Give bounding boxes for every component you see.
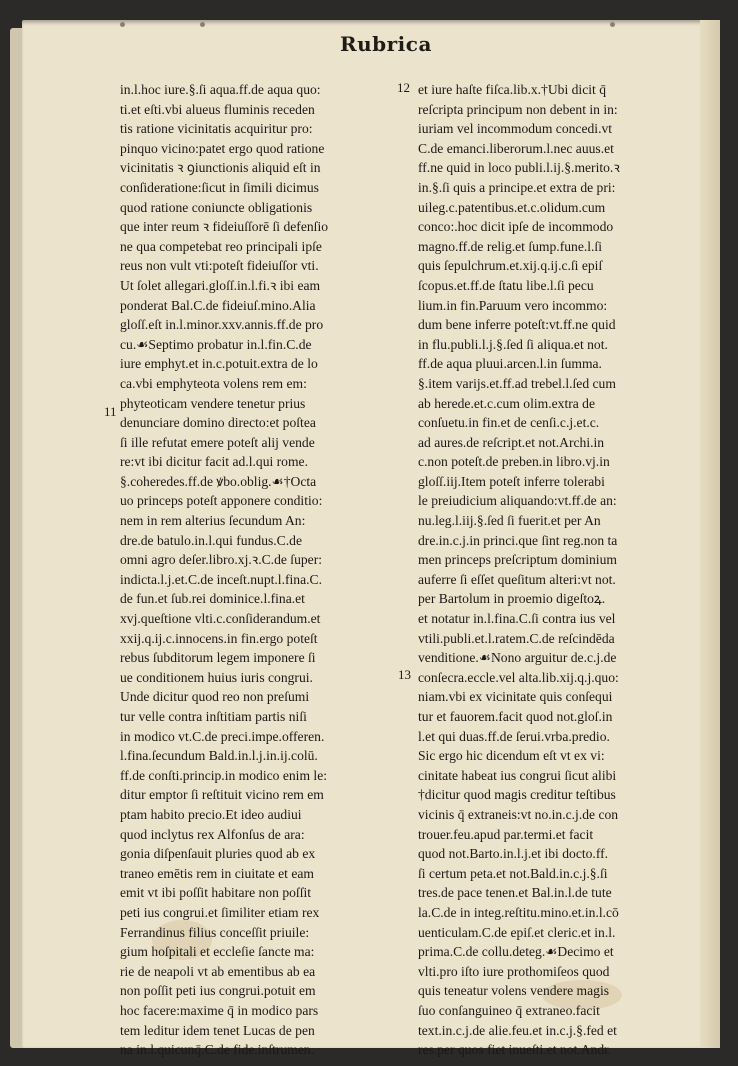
text-line: per Bartolum in proemio digeſtoꝝ.	[418, 591, 606, 607]
text-line: quod ratione coniuncte obligationis	[120, 199, 313, 215]
text-line: omni agro deſer.libro.xj.ꝛ.C.de ſuper:	[120, 552, 322, 568]
text-line: cinitate habeat ius congrui ſicut alibi	[418, 767, 617, 783]
text-line: tur et fauorem.facit quod not.gloſ.in	[418, 709, 613, 724]
text-line: na in.l.quicunq̄.C.de fide.inſtrumen.	[120, 1042, 315, 1058]
text-line: le preiudicium aliquando:vt.ff.de an:	[418, 493, 617, 509]
text-line: vicinitatis ꝛ ꝯiunctionis aliquid eſt in	[120, 160, 321, 176]
text-line: l.fina.ſecundum Bald.in.l.j.in.ij.colū.	[120, 748, 318, 764]
text-line: ab herede.et.c.cum olim.extra de	[418, 395, 596, 411]
text-line: †dicitur quod magis creditur teſtibus	[418, 787, 616, 803]
text-line: de fun.et ſub.rei dominice.l.fina.et	[120, 591, 305, 607]
text-line: traneo emētis rem in ciuitate et eam	[120, 865, 315, 881]
text-line: ff.de aqua pluui.arcen.l.in ſumma.	[418, 356, 602, 372]
text-line: reus non vult vti:poteſt fideiuſſor vti.	[120, 258, 319, 274]
text-line: xvj.queſtione vlti.c.conſiderandum.et	[120, 611, 321, 627]
text-line: Ut ſolet allegari.gloſſ.in.l.fi.ꝛ ibi eam	[120, 277, 321, 293]
text-column-right	[418, 80, 710, 1060]
text-line: non poſſit peti ius congrui.potuit em	[120, 983, 316, 999]
binding-mark	[120, 22, 125, 27]
text-line: denunciare domino directo:et poſtea	[120, 415, 316, 431]
text-line: re:vt ibi dicitur facit ad.l.qui rome.	[120, 454, 308, 470]
text-line: text.in.c.j.de alie.feu.et in.c.j.§.fed et	[418, 1022, 617, 1038]
text-column-left	[120, 80, 410, 1060]
text-line: tur velle contra inſtitiam partis niſi	[120, 709, 307, 724]
text-line: ſcopus.et.ff.de ſtatu libe.l.ſi pecu	[418, 277, 594, 293]
text-line: vtili.publi.et.l.ratem.C.de reſcindēda	[418, 630, 615, 646]
text-line: uileg.c.patentibus.et.c.olidum.cum	[418, 199, 606, 215]
text-line: hoc facere:maxime q̄ in modico pars	[120, 1002, 319, 1018]
text-line: et notatur in.l.fina.C.ſi contra ius vel	[418, 611, 616, 627]
text-line: in.§.ſi quis a principe.et extra de pri:	[418, 179, 616, 195]
text-line: in.l.hoc iure.§.ſi aqua.ff.de aqua quo:	[120, 82, 321, 97]
text-line: l.et qui duas.ff.de ſerui.vrba.predio.	[418, 728, 610, 744]
text-line: venditione.☙Nono arguitur de.c.j.de	[418, 650, 617, 666]
text-line: quis teneatur volens vendere magis	[418, 983, 610, 999]
margin-number: 13	[398, 667, 411, 682]
text-line: men princeps preſcriptum dominium	[418, 552, 617, 568]
text-line: que inter reum ꝛ fideiuſſorē ſi defenſio	[120, 219, 329, 235]
text-line: reſcripta principum non debent in in:	[418, 101, 618, 117]
text-line: ditur emptor ſi reſtituit vicino rem em	[120, 787, 324, 803]
text-line: quis ſepulchrum.et.xij.q.ij.c.ſi epiſ	[418, 258, 603, 274]
text-line: la.C.de in integ.reſtitu.mino.et.in.l.cō	[418, 904, 619, 920]
text-line: ue conditionem huius iuris congrui.	[120, 669, 313, 685]
running-head: Rubrica	[340, 32, 432, 56]
text-line: auferre ſi eſſet queſitum alteri:vt not.	[418, 571, 616, 587]
text-line: prima.C.de collu.deteg.☙Decimo et	[418, 944, 614, 960]
text-line: emit vt ibi poſſit habitare non poſſit	[120, 885, 312, 901]
text-line: lium.in fin.Paruum vero incommo:	[418, 297, 608, 313]
text-line: ad aures.de reſcript.et not.Archi.in	[418, 434, 605, 450]
text-line: conco:.hoc dicit ipſe de incommodo	[418, 219, 614, 235]
text-line: quod not.Barto.in.l.j.et ibi docto.ff.	[418, 846, 609, 862]
text-line: tem leditur idem tenet Lucas de pen	[120, 1022, 315, 1038]
text-line: quod inclytus rex Alfonſus de ara:	[120, 826, 305, 842]
text-line: nem in rem alterius ſecundum An:	[120, 513, 306, 529]
text-line: gium hoſpitali et eccleſie ſancte ma:	[120, 944, 315, 960]
text-line: ſi certum peta.et not.Bald.in.c.j.§.ſi	[418, 865, 608, 881]
text-line: ptam habito precio.Et ideo audiui	[120, 806, 302, 822]
text-line: nu.leg.l.iij.§.ſed ſi fuerit.et per An	[418, 513, 601, 529]
text-line: C.de emanci.liberorum.l.nec auus.et	[418, 140, 614, 156]
text-line: uo princeps poteſt apponere conditio:	[120, 493, 323, 509]
text-line: §.item varijs.et.ff.ad trebel.l.ſed cum	[418, 375, 616, 391]
text-line: dre.de batulo.in.l.qui fundus.C.de	[120, 532, 302, 548]
text-line: trouer.feu.apud par.termi.et facit	[418, 826, 594, 842]
text-line: gloſſ.eſt in.l.minor.xxv.annis.ff.de pro	[120, 317, 324, 333]
text-line: §.coheredes.ff.de ꝟbo.oblig.☙†Octa	[120, 473, 317, 489]
text-line: ca.vbi emphyteota volens rem em:	[120, 375, 307, 391]
text-line: ſuo conſanguineo q̄ extraneo.facit	[418, 1002, 600, 1018]
text-line: pinquo vicino:patet ergo quod ratione	[120, 140, 325, 156]
text-line: tis ratione vicinitatis acquiritur pro:	[120, 121, 313, 137]
text-line: ff.ne quid in loco publi.l.ij.§.merito.ꝛ	[418, 160, 620, 176]
text-line: vlti.pro iſto iure prothomiſeos quod	[418, 963, 610, 979]
text-line: ne qua competebat reo principali ipſe	[120, 238, 322, 254]
text-line: ſi ille refutat emere poteſt alij vende	[120, 434, 315, 450]
margin-number: 12	[397, 80, 410, 95]
text-line: in modico vt.C.de preci.impe.offeren.	[120, 728, 325, 744]
margin-number: 11	[104, 404, 117, 419]
text-line: uenticulam.C.de epiſ.et cleric.et in.l.	[418, 924, 616, 940]
text-line: Sic ergo hic dicendum eſt vt ex vi:	[418, 748, 605, 764]
text-line: xxij.q.ij.c.innocens.in fin.ergo poteſt	[120, 630, 318, 646]
text-line: conſideratione:ſicut in ſimili dicimus	[120, 179, 319, 195]
text-line: conſuetu.in fin.et de cenſi.c.j.et.c.	[418, 415, 600, 431]
text-line: peti ius congrui.et ſimiliter etiam rex	[120, 904, 320, 920]
text-line: tres.de pace tenen.et Bal.in.l.de tute	[418, 885, 612, 901]
binding-mark	[610, 22, 615, 27]
text-line: rebus ſubditorum legem imponere ſi	[120, 650, 316, 666]
text-line: c.non poteſt.de preben.in libro.vj.in	[418, 454, 610, 470]
text-line: in flu.publi.l.j.§.ſed ſi aliqua.et not.	[418, 336, 608, 352]
text-line: niam.vbi ex vicinitate quis conſequi	[418, 689, 613, 705]
text-line: Ferrandinus filius conceſſit priuile:	[120, 924, 310, 940]
binding-mark	[200, 22, 205, 27]
text-line: vicinis q̄ extraneis:vt no.in.c.j.de con	[418, 806, 619, 822]
text-line: ti.et eſti.vbi alueus fluminis receden	[120, 101, 315, 117]
text-line: magno.ff.de relig.et ſump.fune.l.ſi	[418, 238, 602, 254]
text-line: gonia diſpenſauit pluries quod ab ex	[120, 846, 316, 862]
text-line: ff.de conſti.princip.in modico enim le:	[120, 767, 328, 783]
text-line: Unde dicitur quod reo non preſumi	[120, 689, 310, 705]
text-line: phyteoticam vendere tenetur prius	[120, 395, 306, 411]
text-line: conſecra.eccle.vel alta.lib.xij.q.j.quo:	[418, 669, 619, 685]
text-line: dum bene inferre poteſt:vt.ff.ne quid	[418, 317, 616, 333]
text-line: et iure haſte fiſca.lib.x.†Ubi dicit q̄	[418, 82, 606, 97]
text-line: ponderat Bal.C.de fideiuſ.mino.Alia	[120, 297, 316, 313]
text-line: iuriam vel incommodum concedi.vt	[418, 121, 613, 137]
text-line: iure emphyt.et in.c.potuit.extra de lo	[120, 356, 318, 372]
text-line: gloſſ.iij.Item poteſt inferre tolerabi	[418, 473, 605, 489]
text-line: dre.in.c.j.in princi.que ſint reg.non ta	[418, 532, 618, 548]
text-line: indicta.l.j.et.C.de inceſt.nupt.l.fina.C.	[120, 571, 322, 587]
text-line: res.per quos fiet inueſti.et not.Andr.	[418, 1042, 612, 1058]
text-line: cu.☙Septimo probatur in.l.fin.C.de	[120, 336, 312, 352]
text-line: rie de neapoli vt ab ementibus ab ea	[120, 963, 316, 979]
